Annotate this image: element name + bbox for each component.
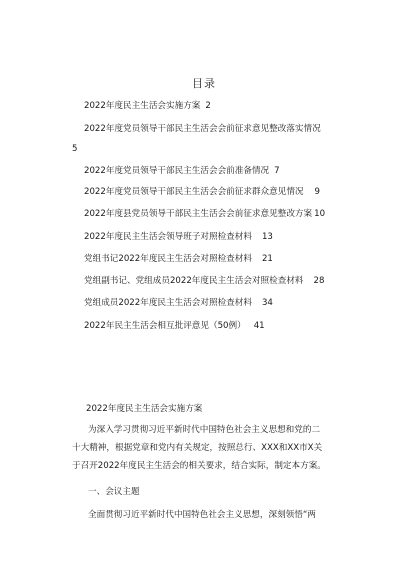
toc-entry-page: 5 bbox=[72, 144, 78, 154]
toc-entry-page: 9 bbox=[314, 187, 320, 197]
toc-entry-text: 2022年度党员领导干部民主生活会会前准备情况 bbox=[84, 166, 270, 176]
toc-entry-text: 党组成员2022年度民主生活会对照检查材料 bbox=[84, 298, 252, 308]
paragraph-line: 于召开2022年度民主生活会的相关要求，结合实际，制定本方案。 bbox=[72, 461, 326, 471]
toc-entry-page: 21 bbox=[261, 254, 273, 264]
toc-entry-text: 党组书记2022年度民主生活会对照检查材料 bbox=[84, 254, 252, 264]
paragraph-line: 全面贯彻习近平新时代中国特色社会主义思想，深刻领悟“两 bbox=[88, 510, 316, 520]
toc-entry-page: 2 bbox=[205, 101, 211, 111]
toc-entry[interactable] bbox=[84, 101, 211, 112]
section-title: 一、会议主题 bbox=[88, 487, 140, 497]
toc-entry-text: 党组副书记、党组成员2022年度民主生活会对照检查材料 bbox=[84, 276, 304, 286]
toc-entry[interactable] bbox=[84, 187, 320, 198]
toc-entry[interactable] bbox=[84, 232, 273, 243]
toc-entry-page: 28 bbox=[313, 276, 325, 286]
toc-entry[interactable] bbox=[84, 254, 273, 265]
toc-entry-text: 2022年民主生活会相互批评意见（50例） bbox=[84, 321, 246, 331]
toc-entry-page: 10 bbox=[314, 209, 326, 219]
toc-entry-text: 2022年度民主生活会实施方案 bbox=[84, 101, 201, 111]
toc-entry-text: 2022年度党员领导干部民主生活会会前征求意见整改落实情况 bbox=[84, 124, 321, 134]
toc-entry-text: 2022年度党员领导干部民主生活会会前征求群众意见情况 bbox=[84, 187, 304, 197]
paragraph-line: 十大精神，根据党章和党内有关规定，按照总行、XXX和XX市X关 bbox=[72, 443, 323, 453]
toc-title: 目录 bbox=[192, 77, 216, 90]
toc-entry[interactable] bbox=[84, 321, 265, 332]
toc-entry-page: 41 bbox=[253, 321, 265, 331]
toc-entry-text: 2022年度县党员领导干部民主生活会会前征求意见整改方案 bbox=[84, 209, 313, 219]
paragraph-line: 为深入学习贯彻习近平新时代中国特色社会主义思想和党的二 bbox=[88, 425, 321, 435]
toc-entry[interactable] bbox=[84, 166, 280, 177]
toc-entry-text: 2022年度民主生活会领导班子对照检查材料 bbox=[84, 232, 252, 242]
toc-entry-page: 34 bbox=[261, 298, 273, 308]
toc-entry[interactable] bbox=[84, 276, 324, 287]
toc-entry-page: 7 bbox=[274, 166, 280, 176]
section-heading: 2022年度民主生活会实施方案 bbox=[86, 404, 203, 414]
toc-entry-page: 13 bbox=[261, 232, 273, 242]
toc-entry[interactable] bbox=[84, 124, 321, 135]
toc-entry[interactable] bbox=[84, 209, 325, 220]
toc-entry[interactable] bbox=[84, 298, 273, 309]
